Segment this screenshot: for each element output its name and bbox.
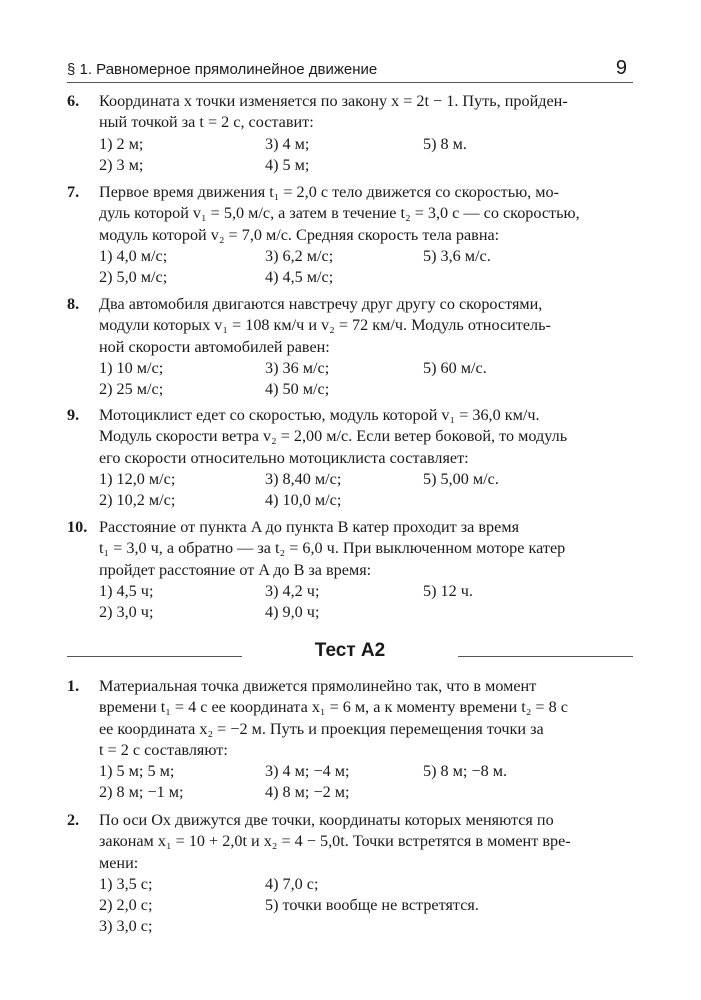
- answer-option: 3) 4,2 ч;: [265, 581, 320, 600]
- answer-option: 2) 25 м/с;: [99, 380, 164, 399]
- question-text: [99, 517, 633, 581]
- answer-option: 4) 7,0 с;: [265, 874, 319, 893]
- answer-option: 5) 8 м.: [423, 134, 467, 153]
- answer-option: 1) 3,5 с;: [99, 874, 153, 893]
- a2-question-1: [67, 676, 633, 804]
- answer-option: 1) 5 м; 5 м;: [99, 762, 175, 781]
- answer-option: 2) 5,0 м/с;: [99, 268, 168, 287]
- question-number: 9.: [67, 406, 80, 424]
- section-title: § 1. Равномерное прямолинейное движение: [67, 61, 378, 78]
- answer-options: [99, 874, 633, 938]
- answer-options: [99, 358, 633, 401]
- question-line: мени:: [99, 853, 139, 872]
- question-line: дуль которой v₁ = 5,0 м/с, а затем в течение t₂ = 3,0 с — со скоростью,: [99, 204, 580, 223]
- question-line: Координата x точки изменяется по закону x = 2t − 1. Путь, пройден-: [99, 92, 568, 110]
- question-line: По оси Ox движутся две точки, координаты которых меняются по: [99, 811, 554, 829]
- answer-option: 2) 2,0 с;: [99, 896, 153, 915]
- question-line: ной скорости автомобилей равен:: [99, 337, 330, 356]
- answer-option: 2) 8 м; −1 м;: [99, 783, 184, 802]
- answer-options: [99, 134, 633, 177]
- answer-options: [99, 469, 633, 512]
- answer-option: 3) 8,40 м/с;: [265, 469, 342, 488]
- question-line: Два автомобиля двигаются навстречу друг другу со скоростями,: [99, 295, 543, 313]
- answer-option: 4) 50 м/с;: [265, 380, 330, 399]
- answer-option: 3) 6,2 м/с;: [265, 246, 334, 265]
- heading-rule-right: [458, 656, 633, 657]
- answer-option: 2) 3,0 ч;: [99, 603, 154, 622]
- answer-option: 1) 4,5 ч;: [99, 581, 154, 600]
- answer-option: 2) 3 м;: [99, 155, 144, 174]
- question-10: [67, 517, 633, 623]
- question-line: времени t₁ = 4 с ее координата x₁ = 6 м, а к моменту времени t₂ = 8 с: [99, 698, 568, 717]
- question-line: ный точкой за t = 2 с, составит:: [99, 113, 314, 132]
- a2-question-2: [67, 810, 633, 938]
- question-8: [67, 294, 633, 400]
- test-heading: Тест А2: [314, 640, 386, 661]
- answer-option: 3) 4 м; −4 м;: [265, 762, 350, 781]
- question-number: 10.: [67, 518, 88, 536]
- answer-option: 5) 60 м/с.: [423, 358, 487, 377]
- answer-option: 1) 2 м;: [99, 134, 144, 153]
- answer-option: 3) 36 м/с;: [265, 358, 330, 377]
- answer-option: 3) 3,0 с;: [99, 917, 153, 936]
- answer-option: 5) 3,6 м/с.: [423, 246, 491, 265]
- question-7: [67, 182, 633, 288]
- answer-options: [99, 246, 633, 289]
- answer-option: 3) 4 м;: [265, 134, 310, 153]
- question-line: Материальная точка движется прямолинейно так, что в момент: [99, 677, 537, 695]
- answer-option: 1) 10 м/с;: [99, 358, 164, 377]
- question-line: пройдет расстояние от A до B за время:: [99, 560, 372, 579]
- question-9: [67, 405, 633, 511]
- answer-option: 5) 8 м; −8 м.: [423, 762, 508, 781]
- answer-option: 1) 4,0 м/с;: [99, 246, 168, 265]
- answer-option: 5) 12 ч.: [423, 581, 473, 600]
- question-number: 6.: [67, 92, 80, 110]
- question-number: 7.: [67, 183, 80, 201]
- question-number: 1.: [67, 677, 80, 695]
- answer-option: 5) точки вообще не встретятся.: [265, 896, 479, 915]
- question-line: его скорости относительно мотоциклиста составляет:: [99, 448, 469, 467]
- answer-options: [99, 581, 633, 624]
- question-number: 2.: [67, 811, 80, 829]
- question-line: законам x₁ = 10 + 2,0t и x₂ = 4 − 5,0t. Точки встретятся в момент вре-: [99, 832, 571, 851]
- answer-option: 5) 5,00 м/с.: [423, 469, 499, 488]
- question-line: модуль которой v₂ = 7,0 м/с. Средняя скорость тела равна:: [99, 225, 500, 244]
- question-line: Мотоциклист едет со скоростью, модуль которой v₁ = 36,0 км/ч.: [99, 406, 540, 424]
- question-text: [99, 182, 633, 246]
- answer-option: 4) 4,5 м/с;: [265, 268, 334, 287]
- running-header: [67, 57, 633, 83]
- page-number: 9: [615, 57, 627, 79]
- question-line: Модуль скорости ветра v₂ = 2,00 м/с. Если ветер боковой, то модуль: [99, 427, 568, 446]
- answer-option: 1) 12,0 м/с;: [99, 469, 176, 488]
- answer-option: 4) 10,0 м/с;: [265, 491, 342, 510]
- question-line: Расстояние от пункта A до пункта B катер проходит за время: [99, 518, 520, 536]
- question-line: модули которых v₁ = 108 км/ч и v₂ = 72 км/ч. Модуль относитель-: [99, 316, 551, 335]
- answer-option: 4) 8 м; −2 м;: [265, 783, 350, 802]
- question-text: [99, 405, 633, 469]
- question-line: t₁ = 3,0 ч, а обратно — за t₂ = 6,0 ч. При выключенном моторе катер: [99, 539, 566, 558]
- answer-option: 2) 10,2 м/с;: [99, 491, 176, 510]
- question-text: [99, 294, 633, 358]
- question-line: ее координата x₂ = −2 м. Путь и проекция перемещения точки за: [99, 719, 544, 738]
- question-number: 8.: [67, 295, 80, 313]
- question-6: [67, 91, 633, 176]
- question-text: [99, 91, 633, 134]
- question-text: [99, 676, 633, 761]
- question-text: [99, 810, 633, 874]
- question-line: Первое время движения t₁ = 2,0 с тело движется со скоростью, мо-: [99, 183, 559, 201]
- answer-option: 4) 5 м;: [265, 155, 310, 174]
- answer-options: [99, 761, 633, 804]
- question-line: t = 2 с составляют:: [99, 740, 228, 759]
- answer-option: 4) 9,0 ч;: [265, 603, 320, 622]
